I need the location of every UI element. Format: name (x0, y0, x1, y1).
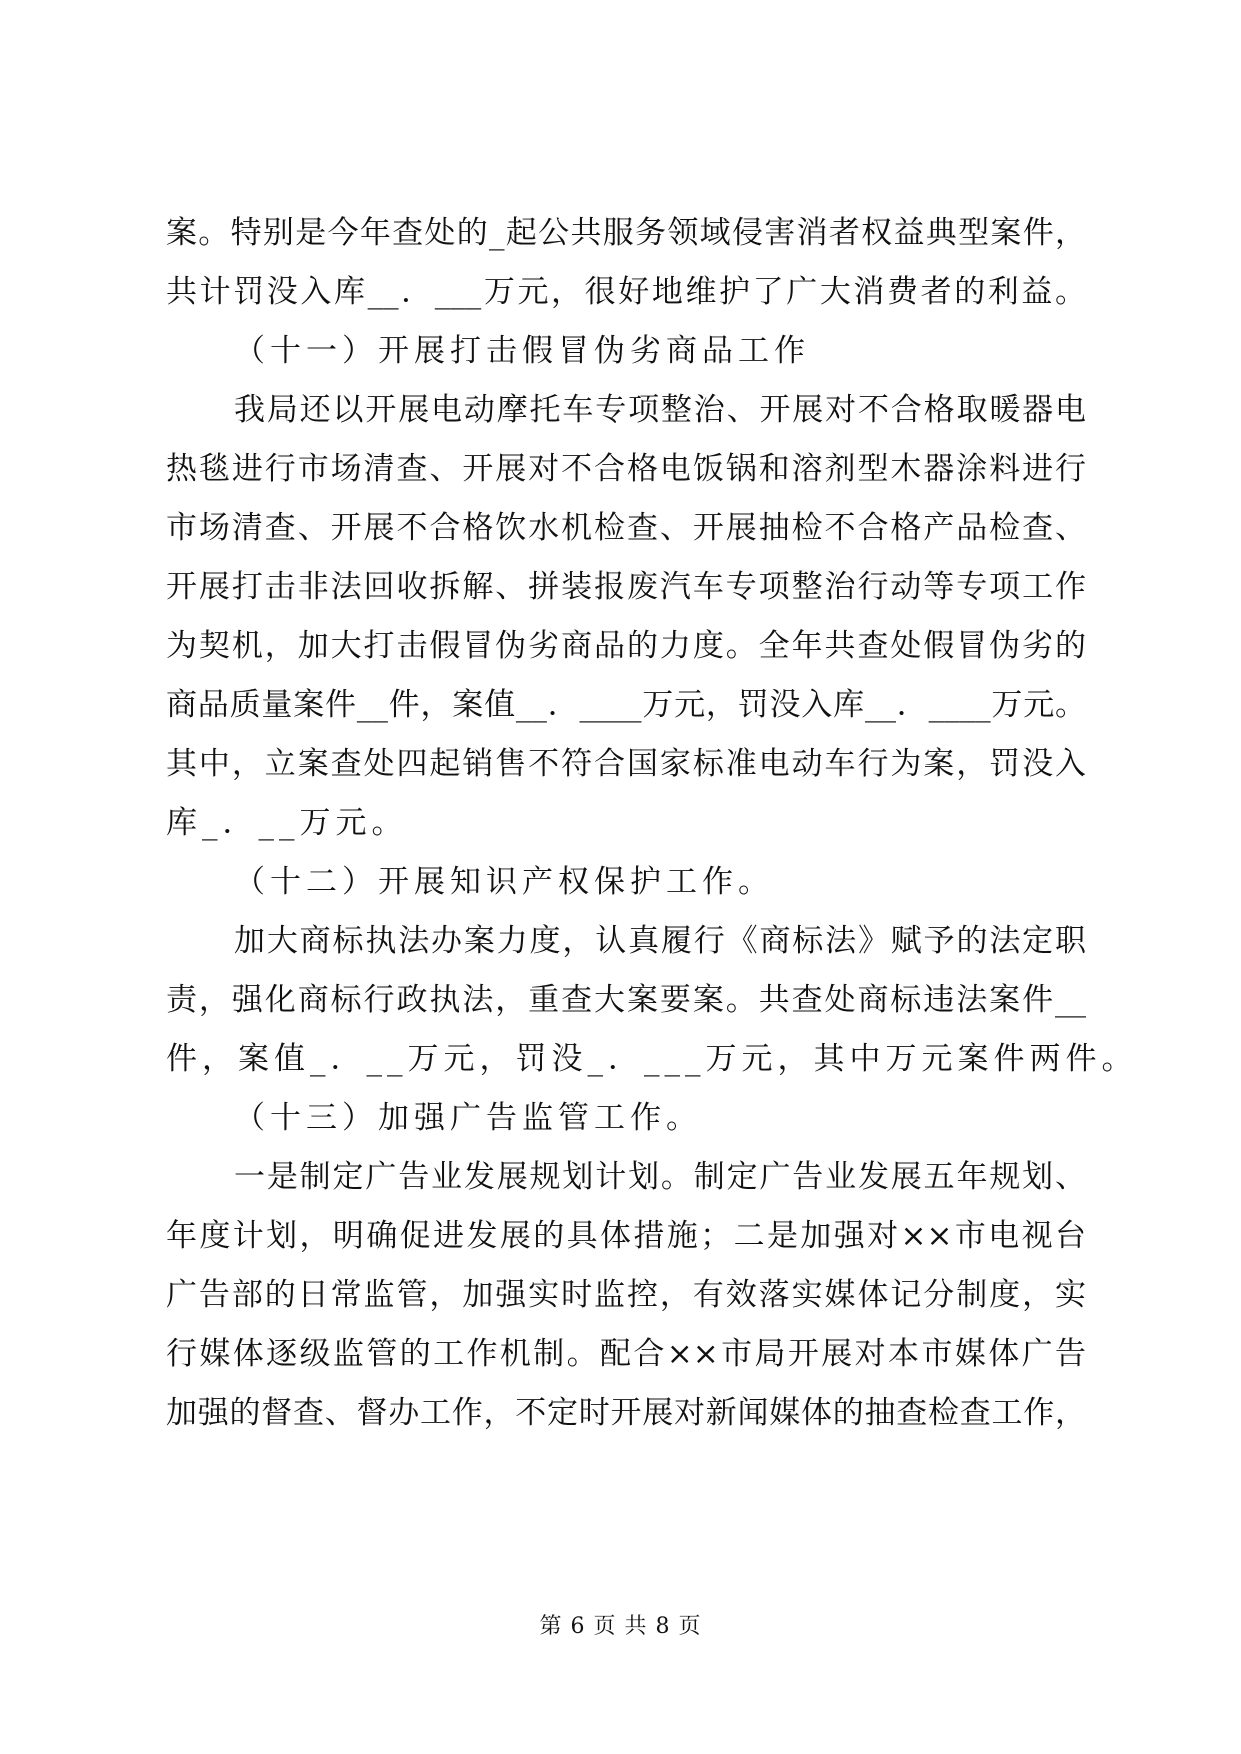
paragraph-first-line: 加大商标执法办案力度，认真履行《商标法》赋予的法定职 (234, 923, 1086, 959)
section-heading: （十三）加强广告监管工作。 (234, 1100, 702, 1136)
paragraph-first-line: 一是制定广告业发展规划计划。制定广告业发展五年规划、 (234, 1159, 1086, 1195)
section-heading: （十二）开展知识产权保护工作。 (234, 864, 774, 900)
text-line: 行媒体逐级监管的工作机制。配合××市局开展对本市媒体广告 (166, 1336, 1086, 1372)
text-line: 广告部的日常监管，加强实时监控，有效落实媒体记分制度，实 (166, 1277, 1086, 1313)
text-line: 年度计划，明确促进发展的具体措施；二是加强对××市电视台 (166, 1218, 1086, 1254)
text-line: 其中，立案查处四起销售不符合国家标准电动车行为案，罚没入 (166, 746, 1086, 782)
text-line: 加强的督查、督办工作，不定时开展对新闻媒体的抽查检查工作， (166, 1395, 1086, 1431)
text-line: 市场清查、开展不合格饮水机检查、开展抽检不合格产品检查、 (166, 510, 1086, 546)
text-line: 件，案值_．__万元，罚没_．___万元，其中万元案件两件。 (166, 1041, 1138, 1077)
text-line: 商品质量案件__件，案值__．____万元，罚没入库__．____万元。 (166, 687, 1086, 723)
text-line: 案。特别是今年查处的_起公共服务领域侵害消者权益典型案件， (166, 215, 1086, 251)
page-number-footer: 第 6 页 共 8 页 (539, 1614, 702, 1639)
text-line: 热毯进行市场清查、开展对不合格电饭锅和溶剂型木器涂料进行 (166, 451, 1086, 487)
text-line: 为契机，加大打击假冒伪劣商品的力度。全年共查处假冒伪劣的 (166, 628, 1086, 664)
text-line: 责，强化商标行政执法，重查大案要案。共查处商标违法案件__ (166, 982, 1086, 1018)
paragraph-first-line: 我局还以开展电动摩托车专项整治、开展对不合格取暖器电 (234, 392, 1086, 428)
section-heading: （十一）开展打击假冒伪劣商品工作 (234, 333, 810, 369)
text-line: 库_．__万元。 (166, 805, 408, 841)
text-line: 共计罚没入库__．___万元，很好地维护了广大消费者的利益。 (166, 274, 1086, 310)
text-line: 开展打击非法回收拆解、拼装报废汽车专项整治行动等专项工作 (166, 569, 1086, 605)
